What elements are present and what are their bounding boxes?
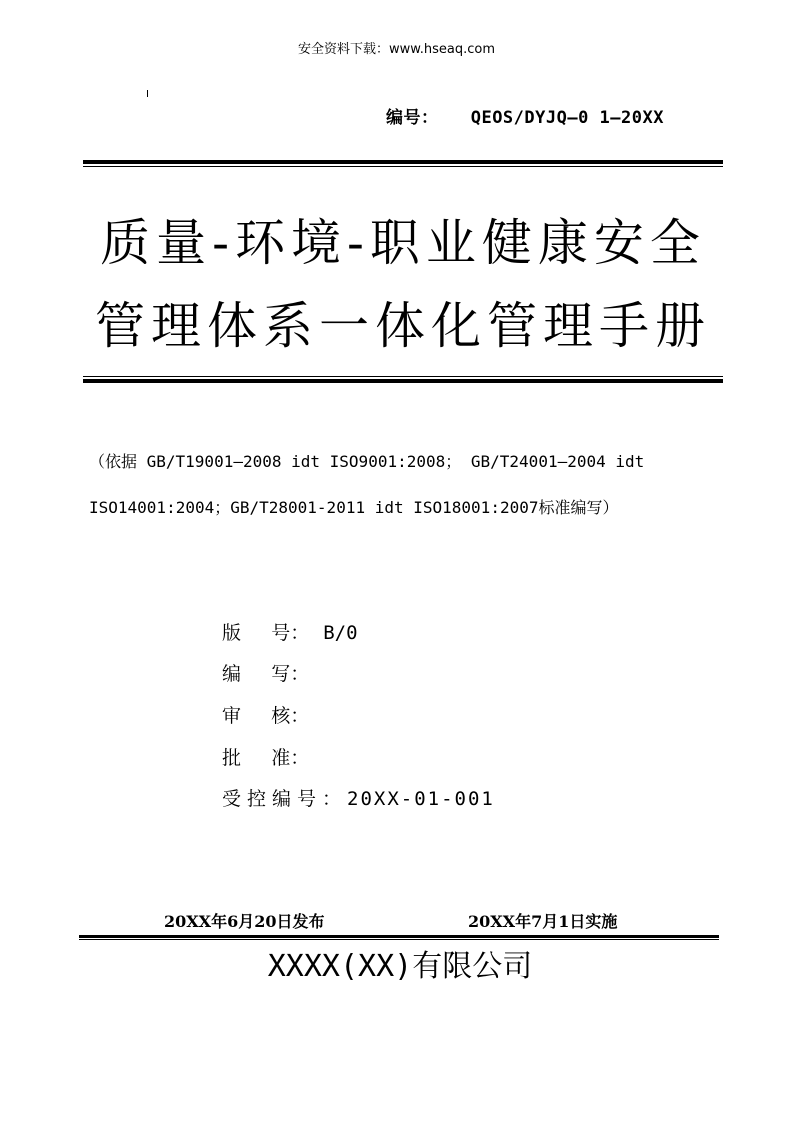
reviewer-label: 审 核： (222, 705, 310, 727)
document-number (386, 103, 664, 128)
approver-label: 批 准： (222, 747, 310, 769)
download-note: 安全资料下载：www.hseaq.com (298, 42, 495, 57)
bottom-rule-thin (83, 376, 723, 377)
publish-date: 20XX年6月20日发布 (164, 912, 325, 931)
document-number-value: QEOS/DYJQ—0 1—20XX (470, 108, 664, 128)
top-rule-thick (83, 160, 723, 164)
corner-mark (147, 90, 148, 97)
standards-basis-line-2: ISO14001:2004；GB/T28001-2011 idt ISO18001:2007标准编写） (89, 498, 619, 517)
version-value: B/0 (323, 622, 358, 644)
standards-basis-line-1: （依据 GB/T19001—2008 idt ISO9001:2008； GB/T24001—2004 idt (89, 452, 645, 471)
top-rule-thin (83, 166, 723, 167)
control-number-value: 20XX-01-001 (347, 788, 495, 810)
title-line-2: 管理体系一体化管理手册 (95, 297, 711, 355)
bottom-rule-thick (83, 379, 723, 383)
footer-rule-thin (79, 939, 719, 940)
author-label: 编 写： (222, 663, 310, 685)
version-field (222, 618, 358, 645)
document-number-label: 编号： (386, 108, 439, 128)
company-name: XXXX(XX)有限公司 (267, 949, 533, 984)
effective-date: 20XX年7月1日实施 (468, 912, 618, 931)
title-line-1: 质量-环境-职业健康安全 (100, 214, 706, 272)
footer-rule-thick (79, 935, 719, 938)
control-number-field (222, 784, 495, 811)
version-label: 版 号： (222, 622, 310, 644)
control-number-label: 受控编号： (222, 788, 348, 810)
